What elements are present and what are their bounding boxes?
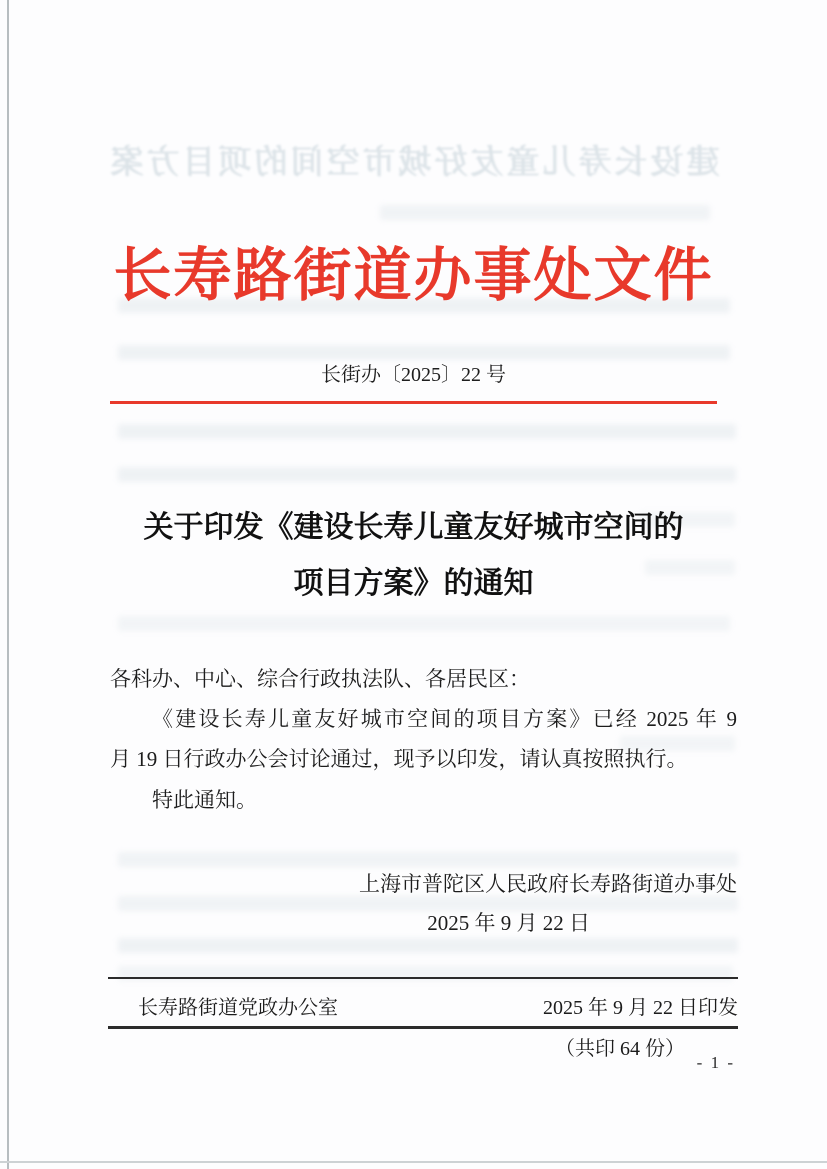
bleedthrough-line bbox=[118, 616, 730, 631]
bleedthrough-line bbox=[118, 424, 736, 439]
footer-issuing-office: 长寿路街道党政办公室 bbox=[138, 997, 338, 1019]
body-paragraph-1-line1: 《建设长寿儿童友好城市空间的项目方案》已经 2025 年 9 bbox=[152, 707, 737, 731]
letterhead-org-title: 长寿路街道办事处文件 bbox=[113, 243, 714, 308]
footer-print-date: 2025 年 9 月 22 日印发 bbox=[543, 997, 738, 1019]
footer-rule-bottom bbox=[108, 1026, 738, 1029]
document-number: 长街办〔2025〕22 号 bbox=[321, 364, 506, 386]
bleedthrough-title: 建设长寿儿童友好城市空间的项目方案 bbox=[107, 145, 720, 181]
bleedthrough-line bbox=[118, 852, 738, 867]
signature-issuer: 上海市普陀区人民政府长寿路街道办事处 bbox=[359, 872, 737, 896]
footer-row bbox=[108, 991, 738, 1020]
bleedthrough-line bbox=[118, 938, 738, 953]
footer-copies-count: （共印 64 份） bbox=[555, 1038, 685, 1060]
document-subject bbox=[0, 500, 827, 612]
salutation: 各科办、中心、综合行政执法队、各居民区： bbox=[110, 667, 530, 691]
signature-date: 2025 年 9 月 22 日 bbox=[427, 911, 590, 935]
document-subject-line2: 项目方案》的通知 bbox=[293, 567, 534, 600]
footer-rule-top bbox=[108, 977, 738, 979]
body-paragraph-1-line2: 月 19 日行政办公会讨论通过，现予以印发，请认真按照执行。 bbox=[110, 747, 688, 771]
body-paragraph-2: 特此通知。 bbox=[152, 788, 257, 812]
bleedthrough-line bbox=[380, 205, 710, 220]
bleedthrough-line bbox=[118, 467, 736, 482]
letterhead-red-rule bbox=[110, 401, 717, 404]
page-number: - 1 - bbox=[696, 1053, 735, 1072]
body-paragraph-1 bbox=[110, 699, 737, 779]
scan-edge-bottom bbox=[0, 1161, 827, 1163]
document-subject-line1: 关于印发《建设长寿儿童友好城市空间的 bbox=[143, 511, 684, 544]
